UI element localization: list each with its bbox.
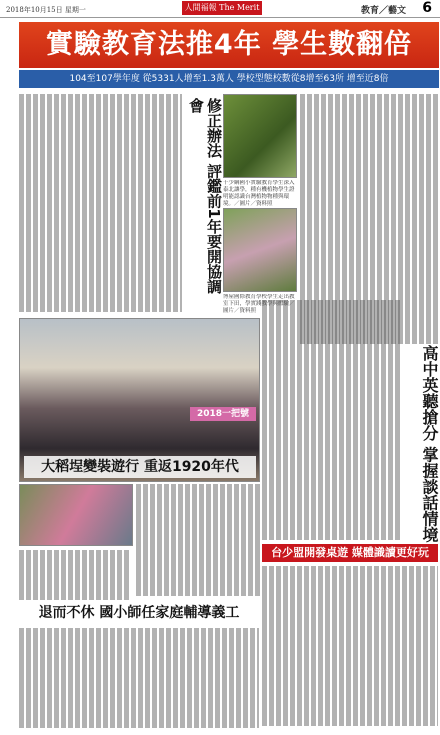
game-article-title: 台少盟開發桌遊 媒體識讀更好玩 <box>262 544 438 562</box>
teacher-article-title: 退而不休 國小師任家庭輔導義工 <box>38 605 240 621</box>
photo-caption-1: 千少綱國小實驗教育學生深入泰北讓學，種有機植物學生證明能認識台灣植物物種與環境。／圖片／資料照 <box>223 180 295 207</box>
issue-date: 2018年10月15日 星期一 <box>6 6 86 14</box>
students-planting-photo <box>223 94 297 178</box>
text-columns-bottom-left <box>19 550 131 600</box>
text-columns-mid <box>262 300 402 540</box>
page-header <box>0 0 440 18</box>
parade-banner-sign: 2018一把號 <box>190 407 256 421</box>
section-name: 教育／藝文 <box>360 6 406 16</box>
text-columns-teacher <box>19 628 259 728</box>
lead-headline: 實驗教育法推4年 學生數翻倍 <box>19 22 439 68</box>
parade-article-title: 大稻埕變裝遊行 重返1920年代 <box>24 456 256 478</box>
photo-caption-2: 博屋國際教育學校學生走出教室下田，學實踐教學與體驗／圖片／資料照 <box>223 294 295 314</box>
parade-small-photo <box>19 484 133 546</box>
text-columns-parade <box>136 484 260 596</box>
text-columns-game <box>262 566 438 726</box>
lead-subheadline: 104至107學年度 從5331人增至1.3萬人 學校型態校數從8增至63所 增至近8倍 <box>19 70 439 88</box>
newspaper-logo: 人間福報 The Merit <box>182 1 262 15</box>
exam-article-title: 高中英聽搶分 掌握談話情境 <box>420 345 439 543</box>
review-article-title: 修正辦法 評鑑前1年要開協調會 <box>187 98 223 294</box>
students-field-trip-photo <box>223 208 297 292</box>
text-columns-left <box>19 94 182 312</box>
page-number: 6 <box>422 0 432 16</box>
